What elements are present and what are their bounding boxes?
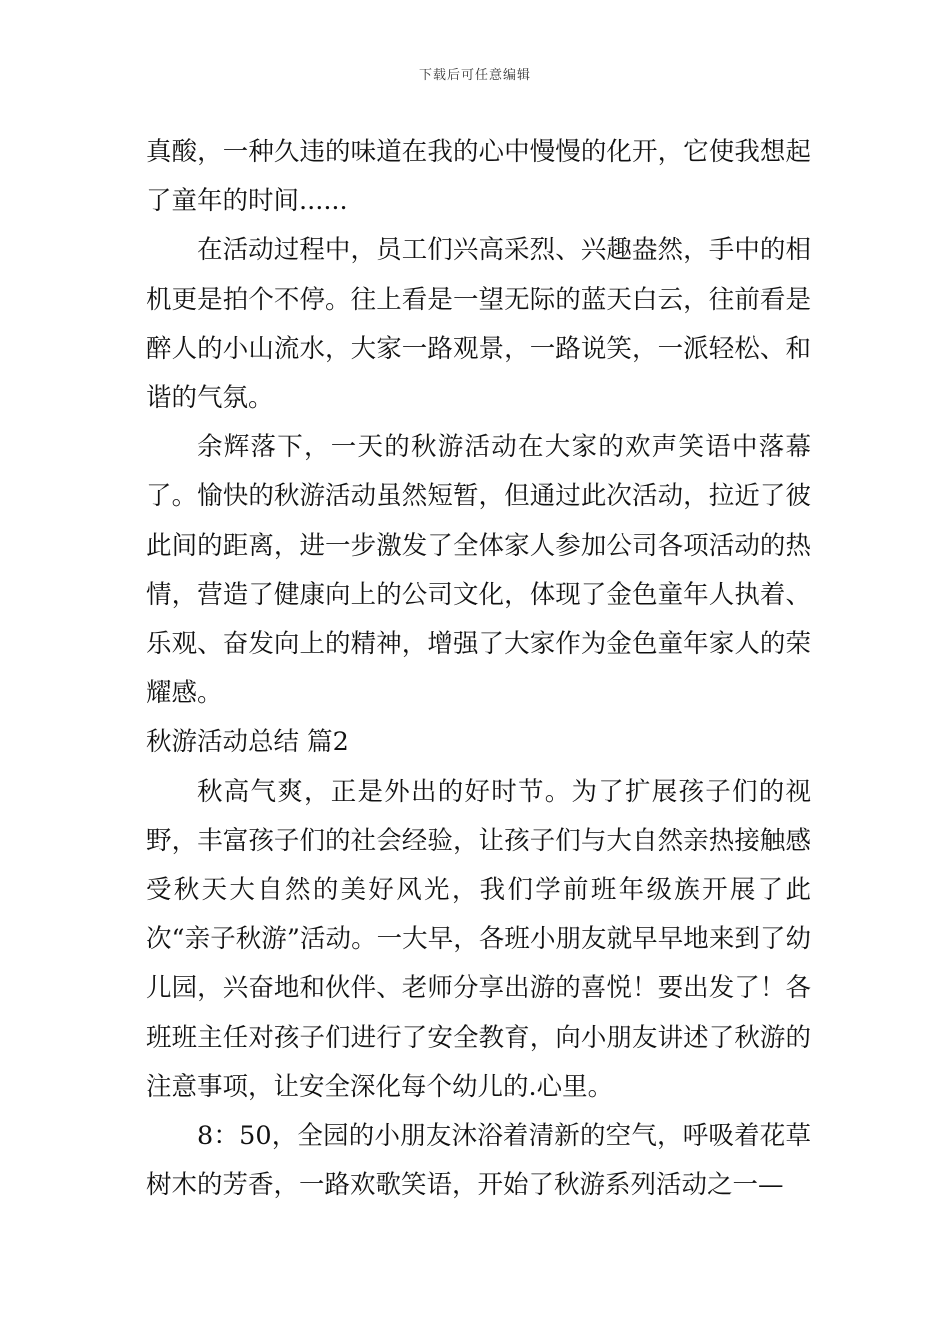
section-heading: 秋游活动总结 篇2 xyxy=(146,727,349,758)
document-body xyxy=(146,128,811,1210)
page-header-note: 下载后可任意编辑 xyxy=(418,68,531,83)
paragraph-continuation: 真酸，一种久违的味道在我的心中慢慢的化开，它使我想起了童年的时间...... xyxy=(146,137,811,217)
paragraph-sunset: 余辉落下，一天的秋游活动在大家的欢声笑语中落幕了。愉快的秋游活动虽然短暂，但通过此次活动，拉近了彼此间的距离，进一步激发了全体家人参加公司各项活动的热情，营造了健康向上的公司文化，体现了金色童年人执着、乐观、奋发向上的精神，增强了大家作为金色童年家人的荣耀感。 xyxy=(146,432,811,709)
paragraph-activity-process: 在活动过程中，员工们兴高采烈、兴趣盎然，手中的相机更是拍个不停。往上看是一望无际的蓝天白云，往前看是醉人的小山流水，大家一路观景，一路说笑，一派轻松、和谐的气氛。 xyxy=(146,235,811,414)
paragraph-schedule: 8：50，全园的小朋友沐浴着清新的空气，呼吸着花草树木的芳香，一路欢歌笑语，开始了秋游系列活动之一— xyxy=(146,1121,811,1201)
paragraph-autumn-trip: 秋高气爽，正是外出的好时节。为了扩展孩子们的视野，丰富孩子们的社会经验，让孩子们与大自然亲热接触感受秋天大自然的美好风光，我们学前班年级族开展了此次“亲子秋游”活动。一大早，各班小朋友就早早地来到了幼儿园，兴奋地和伙伴、老师分享出游的喜悦！要出发了！各班班主任对孩子们进行了安全教育，向小朋友讲述了秋游的注意事项，让安全深化每个幼儿的.心里。 xyxy=(146,776,811,1102)
